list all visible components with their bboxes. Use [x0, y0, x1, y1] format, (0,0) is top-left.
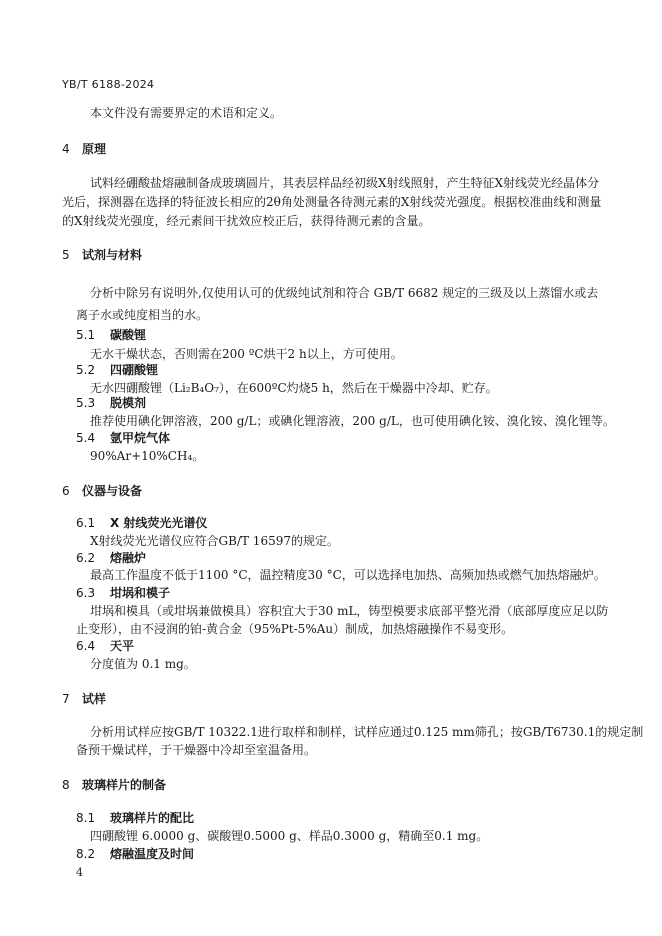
section-8-heading	[62, 776, 166, 793]
section-title: 玻璃样片的制备	[82, 778, 167, 792]
page-number: 4	[76, 866, 83, 879]
subsection-title: 熔融炉	[110, 551, 147, 565]
subsection-5-3-heading	[76, 394, 146, 411]
paragraph-line: 无水四硼酸锂（Li₂B₄O₇），在600ºC灼烧5 h，然后在干燥器中冷却、贮存。	[90, 381, 498, 395]
paragraph-line: 试料经硼酸盐熔融制备成玻璃圆片，其表层样品经初级X射线照射，产生特征X射线荧光经晶体分	[90, 176, 600, 190]
subsection-number: 8.1	[76, 811, 96, 825]
subsection-6-2-heading	[76, 549, 146, 566]
section-title: 仪器与设备	[82, 484, 143, 498]
subsection-title: 氩甲烷气体	[110, 431, 171, 445]
subsection-number: 8.2	[76, 847, 96, 861]
paragraph-line: 四硼酸锂 6.0000 g、碳酸锂0.5000 g、样品0.3000 g，精确至0.1 mg。	[90, 829, 489, 843]
section-7-heading	[62, 690, 106, 707]
subsection-number: 5.4	[76, 431, 96, 445]
subsection-number: 5.2	[76, 363, 96, 377]
subsection-title: X 射线荧光光谱仪	[110, 516, 208, 530]
section-title: 试样	[82, 692, 107, 706]
section-number: 8	[62, 778, 70, 792]
section-number: 5	[62, 248, 70, 262]
paragraph-line: 分析用试样应按GB/T 10322.1进行取样和制样，试样应通过0.125 mm筛孔；按GB/T6730.1的规定制	[90, 725, 644, 739]
paragraph-line: 止变形），由不浸润的铂-黄合金（95%Pt-5%Au）制成，加热熔融操作不易变形。	[76, 622, 514, 636]
subsection-title: 玻璃样片的配比	[110, 811, 195, 825]
paragraph-line: 推荐使用碘化钾溶液，200 g/L；或碘化锂溶液，200 g/L，也可使用碘化铵、溴化铵、溴化锂等。	[90, 414, 615, 428]
subsection-number: 6.1	[76, 516, 96, 530]
subsection-6-1-heading	[76, 514, 207, 531]
section-title: 原理	[82, 142, 107, 156]
paragraph-line: 分度值为 0.1 mg。	[90, 657, 196, 671]
subsection-title: 脱模剂	[110, 396, 147, 410]
subsection-5-2-heading	[76, 361, 158, 378]
paragraph-line: 坩埚和模具（或坩埚兼做模具）容积宜大于30 mL，铸型模要求底部平整光滑（底部厚度应足以防	[90, 604, 609, 618]
subsection-number: 6.3	[76, 586, 96, 600]
section-5-heading	[62, 246, 142, 263]
subsection-6-4-heading	[76, 637, 134, 654]
intro-text: 本文件没有需要界定的术语和定义。	[90, 106, 283, 120]
paragraph-line: 分析中除另有说明外,仅使用认可的优级纯试剂和符合 GB/T 6682 规定的三级及以上蒸馏水或去	[90, 286, 599, 300]
document-code-header: YB/T 6188-2024	[62, 78, 155, 91]
paragraph-line: 无水干燥状态，否则需在200 ºC烘干2 h以上，方可使用。	[90, 347, 403, 361]
section-title: 试剂与材料	[82, 248, 143, 262]
subsection-number: 6.2	[76, 551, 96, 565]
subsection-8-2-heading	[76, 845, 194, 862]
paragraph-line: 光后，探测器在选择的特征波长相应的2θ角处测量各待测元素的X射线荧光强度。根据校准曲线和测量	[62, 195, 602, 209]
paragraph-line: 备预干燥试样，于干燥器中冷却至室温备用。	[76, 743, 317, 757]
section-number: 6	[62, 484, 70, 498]
subsection-title: 天平	[110, 639, 135, 653]
subsection-title: 坩埚和模子	[110, 586, 171, 600]
section-4-heading	[62, 140, 106, 157]
subsection-6-3-heading	[76, 584, 170, 601]
subsection-number: 5.1	[76, 328, 96, 342]
subsection-5-4-heading	[76, 429, 170, 446]
section-number: 4	[62, 142, 70, 156]
subsection-title: 四硼酸锂	[110, 363, 159, 377]
subsection-title: 熔融温度及时间	[110, 847, 195, 861]
paragraph-line: 最高工作温度不低于1100 °C，温控精度30 °C，可以选择电加热、高频加热或燃气加热熔融炉。	[90, 568, 606, 582]
subsection-8-1-heading	[76, 809, 194, 826]
paragraph-line: 离子水或纯度相当的水。	[76, 308, 209, 322]
subsection-5-1-heading	[76, 326, 146, 343]
section-number: 7	[62, 692, 70, 706]
paragraph-line: 90%Ar+10%CH₄。	[90, 449, 205, 463]
paragraph-line: X射线荧光光谱仪应符合GB/T 16597的规定。	[90, 534, 339, 548]
paragraph-line: 的X射线荧光强度，经元素间干扰效应校正后，获得待测元素的含量。	[62, 214, 431, 228]
subsection-number: 5.3	[76, 396, 96, 410]
section-6-heading	[62, 482, 142, 499]
subsection-title: 碳酸锂	[110, 328, 147, 342]
subsection-number: 6.4	[76, 639, 96, 653]
